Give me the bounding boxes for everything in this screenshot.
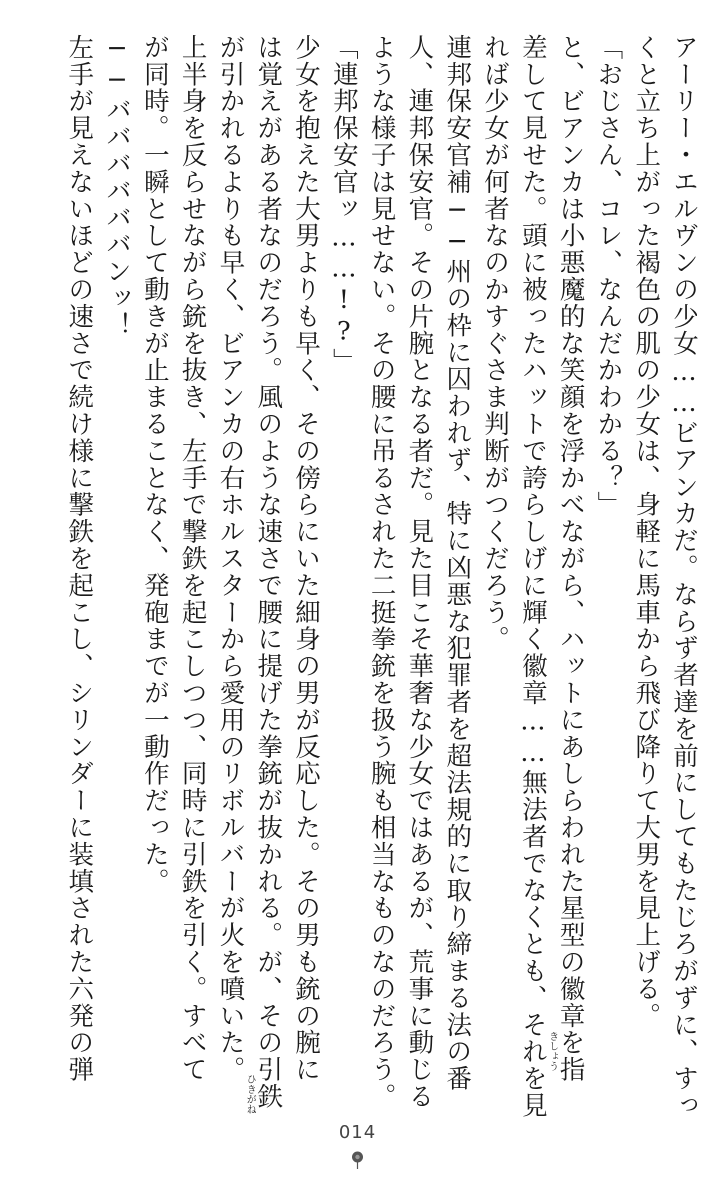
- vertical-text-block: [64, 34, 699, 1119]
- text-line-14: 上半身を反らせながら銃を抜き、左手で撃鉄を起こしつつ、同時に引鉄を引く。すべて: [177, 34, 208, 1084]
- text-line-11: 少女を抱えた大男よりも早く、その傍らにいた細身の男が反応した。その男も銃の腕に: [291, 34, 322, 1084]
- text-line-4-content: と、ビアンカは小悪魔的な笑顔を浮かべながら、ハットにあしらわれた星型の徽章を指: [555, 34, 586, 1084]
- text-line-10: 「連邦保安官ッ……!?」: [328, 34, 359, 375]
- text-line-15: が同時。一瞬として動きが止まることなく、発砲までが一動作だった。: [139, 34, 170, 895]
- text-line-17: 左手が見えないほどの速さで続け様に撃鉄を起こし、シリンダーに装填された六発の弾: [64, 34, 95, 1084]
- flower-ornament-icon: [350, 1150, 365, 1170]
- page-number: 014: [338, 1122, 377, 1143]
- text-line-7: 連邦保安官補──州の枠に囚われず、特に凶悪な犯罪者を超法規的に取り締まる法の番: [442, 34, 473, 1093]
- text-line-1: アーリー・エルヴンの少女……ビアンカだ。ならず者達を前にしてもたじろがずに、すっ: [669, 34, 699, 1119]
- text-line-9: ような様子は見せない。その腰に吊るされた二挺拳銃を扱う腕も相当なものなのだろう。: [366, 34, 397, 1110]
- ruby-hikigane: ひきがね: [244, 1074, 256, 1114]
- text-line-6: れば少女が何者なのかすぐさま判断がつくだろう。: [480, 34, 511, 653]
- text-line-12-content: は覚えがある者なのだろう。風のような速さで腰に提げた拳銃が抜かれる。が、その引鉄: [253, 34, 284, 1110]
- text-line-2: くと立ち上がった褐色の肌の少女は、身軽に馬車から飛び降りて大男を見上げる。: [631, 34, 662, 1030]
- text-line-16: ──ババババババンッ！: [102, 34, 133, 339]
- text-line-12: [244, 34, 284, 1114]
- ruby-kishou: きしょう: [546, 1031, 558, 1071]
- text-line-3: 「おじさん、コレ、なんだかわかる？」: [593, 34, 624, 519]
- text-line-8: 人、連邦保安官。その片腕となる者だ。見た目こそ華奢な少女ではあるが、荒事に動じる: [404, 34, 435, 1110]
- text-line-5: 差して見せた。頭に被ったハットで誇らしげに輝く徽章……無法者でなくとも、それを見: [517, 34, 548, 1119]
- text-line-13: が引かれるよりも早く、ビアンカの右ホルスターから愛用のリボルバーが火を噴いた。: [215, 34, 246, 1084]
- text-line-4: [546, 34, 586, 1098]
